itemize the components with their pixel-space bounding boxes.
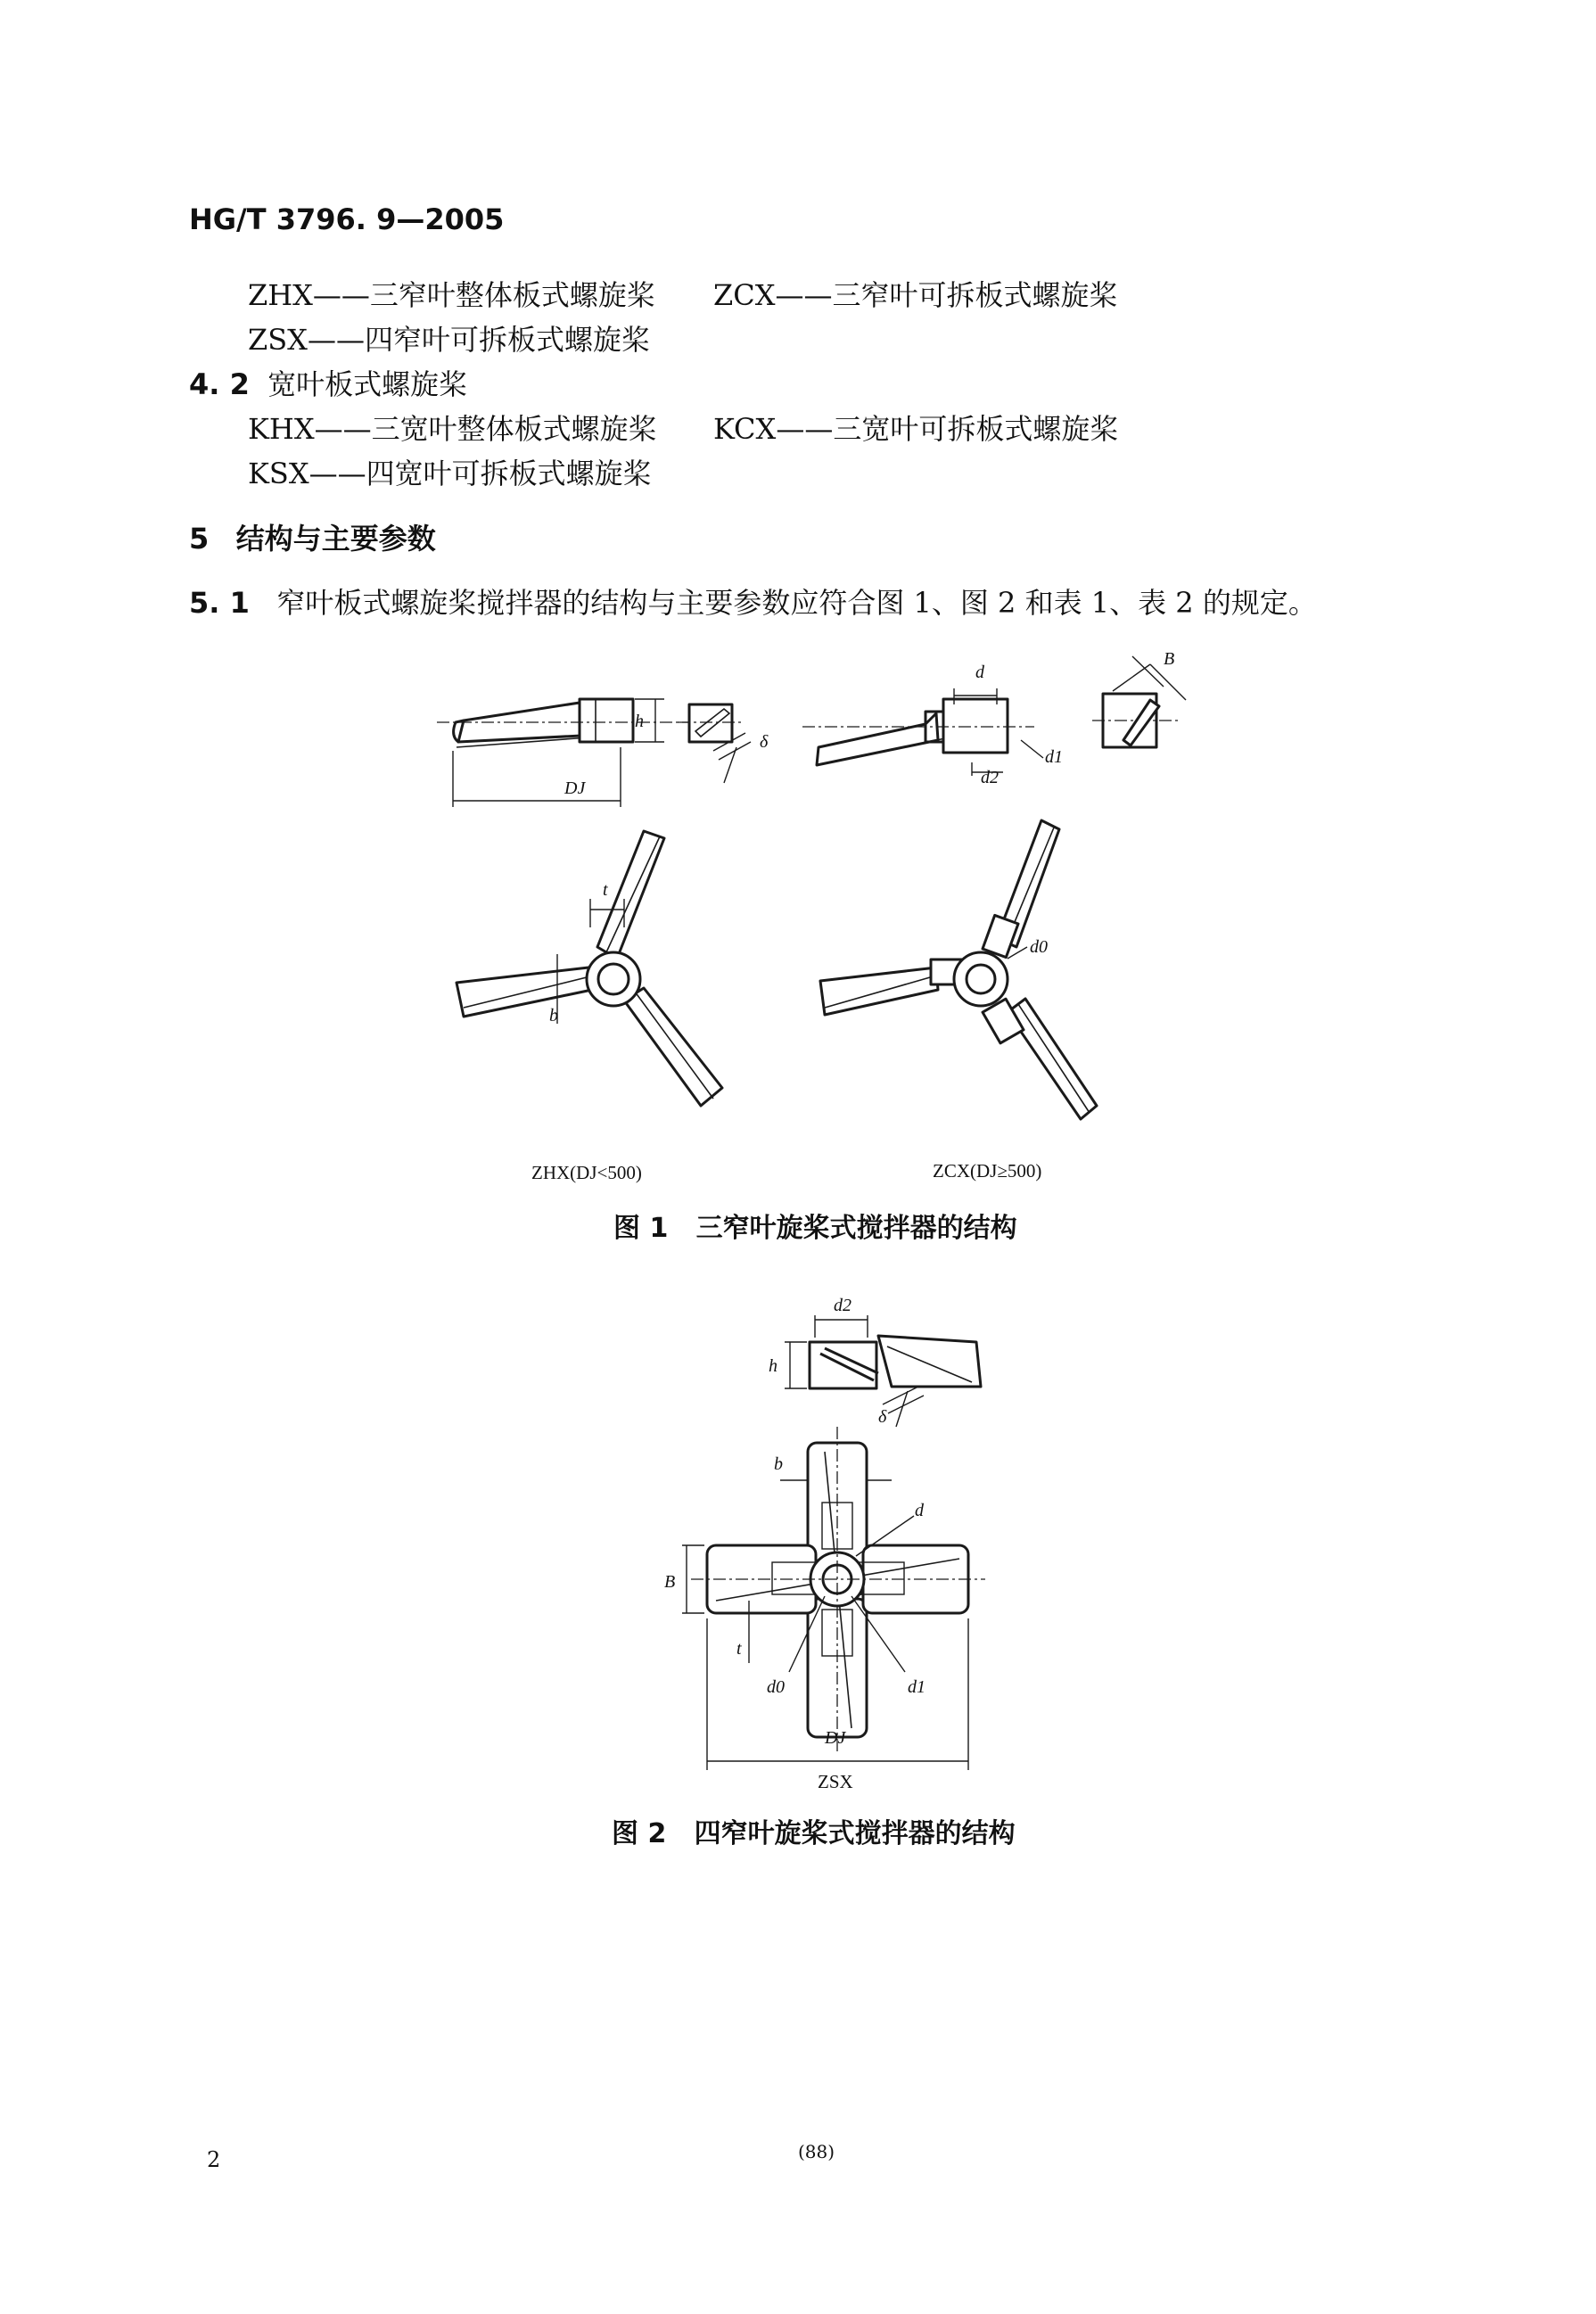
dim-label-d2: d2 [834,1296,851,1315]
item-desc: 三窄叶可拆板式螺旋桨 [832,278,1118,312]
figure-title: 三窄叶旋桨式搅拌器的结构 [695,1213,1017,1244]
item-desc: 三宽叶可拆板式螺旋桨 [833,412,1119,446]
figure-2-caption [612,1818,1016,1849]
dim-label-B: B [1164,649,1175,669]
section-number: 5 [189,522,210,556]
item-desc: 四窄叶可拆板式螺旋桨 [364,323,650,357]
dim-label-B: B [664,1572,676,1592]
item-code: KCX [713,412,777,446]
figure-number: 图 1 [613,1213,669,1244]
item-dash: —— [775,278,833,312]
dim-label-d2: d2 [981,768,999,787]
dim-label-t: t [603,880,608,900]
figure-title: 四窄叶旋桨式搅拌器的结构 [694,1818,1016,1849]
figure-1-right-caption: ZCX(DJ≥500) [933,1160,1042,1182]
section-number: 4. 2 [189,367,250,401]
section-title: 宽叶板式螺旋桨 [267,367,468,401]
item-code: ZSX [248,323,308,357]
dim-label-dj: DJ [564,778,586,798]
item-code: ZHX [248,278,313,312]
dim-label-d1: d1 [1045,747,1063,767]
item-dash: —— [776,412,834,446]
zhx-side-view [437,699,704,807]
dim-label-d0: d0 [1030,937,1048,957]
dim-label-b: b [774,1454,783,1474]
dim-label-d1: d1 [908,1677,926,1697]
zhx-plan-view [457,831,722,1106]
dim-label-delta: δ [760,732,769,752]
zhx-end-view [678,704,769,783]
dim-label-delta: δ [878,1407,887,1427]
dim-label-d: d [975,663,984,682]
dim-label-h: h [769,1356,777,1376]
item-desc: 三宽叶整体板式螺旋桨 [371,412,657,446]
zsx-plan-view [664,1427,985,1770]
zcx-side-view [802,663,1063,787]
figure-2-sub-caption: ZSX [818,1771,853,1792]
zcx-plan-view [820,820,1097,1119]
dim-label-h: h [635,712,644,731]
item-desc: 三窄叶整体板式螺旋桨 [369,278,655,312]
page-number: 2 [207,2147,221,2172]
item-dash: —— [307,323,365,357]
item-dash: —— [312,278,370,312]
dim-label-t: t [736,1639,742,1659]
section-number: 5. 1 [189,586,250,620]
item-code: KHX [248,412,315,446]
dim-label-b: b [549,1006,558,1025]
dim-label-d0: d0 [767,1677,785,1697]
item-code: KSX [248,457,309,490]
paragraph-text: 窄叶板式螺旋桨搅拌器的结构与主要参数应符合图 1、图 2 和表 1、表 2 的规定。 [276,586,1317,620]
item-dash: —— [309,457,366,490]
figure-number: 图 2 [612,1818,667,1849]
zsx-side-view [769,1296,981,1427]
dim-label-d: d [915,1501,924,1520]
item-code: ZCX [713,278,776,312]
section-title: 结构与主要参数 [235,522,436,556]
figure-1-caption [613,1215,1017,1242]
figure-1-left-caption: ZHX(DJ<500) [531,1162,642,1183]
zcx-end-view [1092,649,1186,747]
item-dash: —— [314,412,372,446]
print-page-number: (88) [798,2141,835,2162]
dim-label-dj: DJ [825,1728,846,1748]
item-desc: 四宽叶可拆板式螺旋桨 [366,457,652,490]
standard-number: HG/T 3796. 9—2005 [189,202,505,236]
